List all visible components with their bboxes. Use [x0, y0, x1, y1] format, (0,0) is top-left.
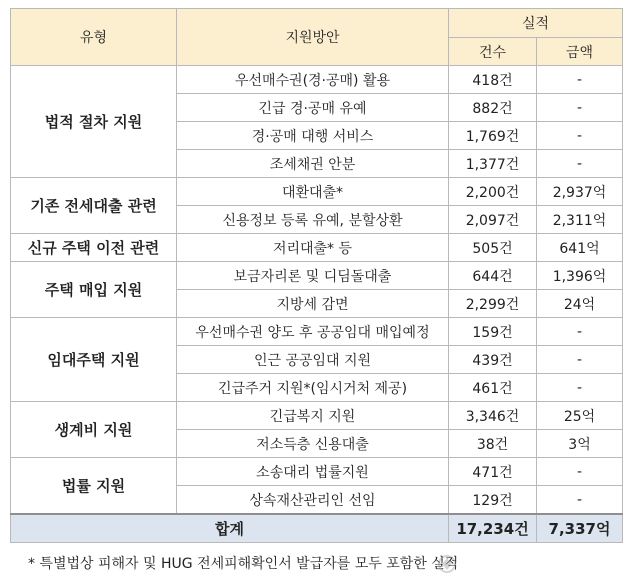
- plan-cell: 저소득층 신용대출: [177, 430, 449, 458]
- amount-cell: 3억: [537, 430, 623, 458]
- category-cell: 법률 지원: [11, 458, 177, 515]
- table-body: [11, 66, 623, 515]
- plan-cell: 인근 공공임대 지원: [177, 346, 449, 374]
- amount-cell: 641억: [537, 234, 623, 262]
- plan-cell: 소송대리 법률지원: [177, 458, 449, 486]
- table-row: [11, 66, 623, 94]
- count-cell: 129건: [449, 486, 537, 515]
- plan-cell: 대환대출*: [177, 178, 449, 206]
- plan-cell: 우선매수권 양도 후 공공임대 매입예정: [177, 318, 449, 346]
- header-plan: 지원방안: [177, 9, 449, 66]
- amount-cell: -: [537, 374, 623, 402]
- total-amount: 7,337억: [537, 514, 623, 543]
- table-row: [11, 318, 623, 346]
- plan-cell: 긴급 경·공매 유예: [177, 94, 449, 122]
- category-cell: 생계비 지원: [11, 402, 177, 458]
- plan-cell: 보금자리론 및 디딤돌대출: [177, 262, 449, 290]
- header-results: 실적: [449, 9, 623, 38]
- plan-cell: 우선매수권(경·공매) 활용: [177, 66, 449, 94]
- count-cell: 461건: [449, 374, 537, 402]
- amount-cell: -: [537, 318, 623, 346]
- count-cell: 439건: [449, 346, 537, 374]
- count-cell: 1,769건: [449, 122, 537, 150]
- amount-cell: -: [537, 122, 623, 150]
- count-cell: 471건: [449, 458, 537, 486]
- plan-cell: 지방세 감면: [177, 290, 449, 318]
- table-row: [11, 234, 623, 262]
- count-cell: 3,346건: [449, 402, 537, 430]
- amount-cell: 2,311억: [537, 206, 623, 234]
- count-cell: 882건: [449, 94, 537, 122]
- table-header: [11, 9, 623, 66]
- amount-cell: 1,396억: [537, 262, 623, 290]
- plan-cell: 조세채권 안분: [177, 150, 449, 178]
- category-cell: 신규 주택 이전 관련: [11, 234, 177, 262]
- count-cell: 2,097건: [449, 206, 537, 234]
- table-row: [11, 262, 623, 290]
- footnote: * 특별법상 피해자 및 HUG 전세피해확인서 발급자를 모두 포함한 실적: [28, 556, 459, 572]
- plan-cell: 경·공매 대행 서비스: [177, 122, 449, 150]
- count-cell: 159건: [449, 318, 537, 346]
- table-row: [11, 178, 623, 206]
- header-amount: 금액: [537, 38, 623, 66]
- plan-cell: 저리대출* 등: [177, 234, 449, 262]
- total-count: 17,234건: [449, 514, 537, 543]
- header-type: 유형: [11, 9, 177, 66]
- count-cell: 2,299건: [449, 290, 537, 318]
- count-cell: 418건: [449, 66, 537, 94]
- plan-cell: 긴급주거 지원*(임시거처 제공): [177, 374, 449, 402]
- amount-cell: -: [537, 66, 623, 94]
- count-cell: 2,200건: [449, 178, 537, 206]
- header-count: 건수: [449, 38, 537, 66]
- amount-cell: 24억: [537, 290, 623, 318]
- plan-cell: 신용정보 등록 유예, 분할상환: [177, 206, 449, 234]
- category-cell: 임대주택 지원: [11, 318, 177, 402]
- category-cell: 주택 매입 지원: [11, 262, 177, 318]
- plan-cell: 상속재산관리인 선임: [177, 486, 449, 515]
- count-cell: 1,377건: [449, 150, 537, 178]
- count-cell: 505건: [449, 234, 537, 262]
- amount-cell: -: [537, 486, 623, 515]
- total-row: [11, 514, 623, 543]
- amount-cell: -: [537, 346, 623, 374]
- amount-cell: 2,937억: [537, 178, 623, 206]
- support-results-table: [10, 8, 623, 543]
- table-row: [11, 458, 623, 486]
- watermark-logo: [437, 553, 607, 575]
- count-cell: 38건: [449, 430, 537, 458]
- total-label: 합계: [11, 514, 449, 543]
- amount-cell: -: [537, 94, 623, 122]
- amount-cell: -: [537, 150, 623, 178]
- category-cell: 법적 절차 지원: [11, 66, 177, 178]
- plan-cell: 긴급복지 지원: [177, 402, 449, 430]
- count-cell: 644건: [449, 262, 537, 290]
- table-row: [11, 402, 623, 430]
- amount-cell: -: [537, 458, 623, 486]
- category-cell: 기존 전세대출 관련: [11, 178, 177, 234]
- amount-cell: 25억: [537, 402, 623, 430]
